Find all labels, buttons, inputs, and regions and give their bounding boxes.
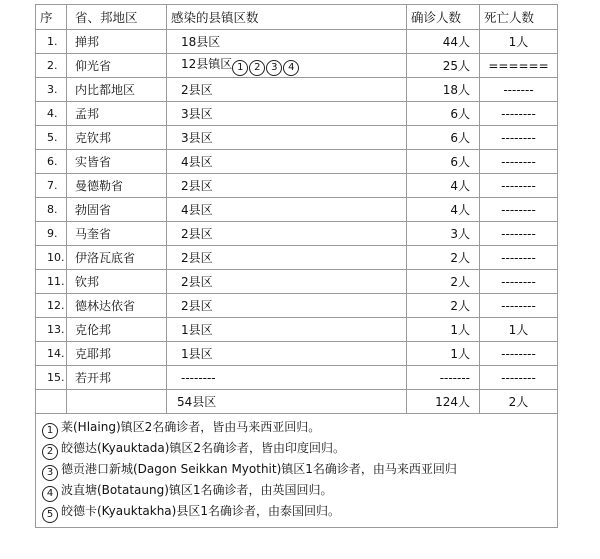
- confirmed-count: 4人: [407, 198, 480, 222]
- total-row: [36, 390, 558, 414]
- district-count: [167, 54, 407, 78]
- footnote-number: 2: [42, 444, 58, 460]
- confirmed-count: 6人: [407, 126, 480, 150]
- total-deaths: 2人: [480, 390, 558, 414]
- footnote: [42, 418, 557, 439]
- death-count: --------: [480, 198, 558, 222]
- table-row: [36, 30, 558, 54]
- row-number: 8.: [36, 198, 67, 222]
- death-count: --------: [480, 126, 558, 150]
- death-count: --------: [480, 270, 558, 294]
- table-row: [36, 366, 558, 390]
- district-count-text: 2县区: [181, 275, 213, 289]
- table-row: [36, 198, 558, 222]
- header-deaths: 死亡人数: [480, 5, 558, 30]
- case-table: [35, 4, 558, 528]
- table-row: [36, 54, 558, 78]
- province-name: 若开邦: [67, 366, 167, 390]
- confirmed-count: 44人: [407, 30, 480, 54]
- death-count: --------: [480, 342, 558, 366]
- death-count: --------: [480, 222, 558, 246]
- province-name: 克伦邦: [67, 318, 167, 342]
- district-count-text: 1县区: [181, 323, 213, 337]
- footnote-markers: [232, 57, 300, 71]
- district-count-text: 4县区: [181, 203, 213, 217]
- district-count: [167, 294, 407, 318]
- death-count: --------: [480, 102, 558, 126]
- row-number: 1.: [36, 30, 67, 54]
- table-row: [36, 294, 558, 318]
- footnote-number: 5: [42, 507, 58, 523]
- confirmed-count: 4人: [407, 174, 480, 198]
- footnote: [42, 481, 557, 502]
- row-number: 3.: [36, 78, 67, 102]
- table-row: [36, 174, 558, 198]
- footnote-text: 皎德达(Kyauktada)镇区2名确诊者，皆由印度回归。: [61, 441, 346, 455]
- province-name: 曼德勒省: [67, 174, 167, 198]
- district-count-text: 18县区: [181, 35, 221, 49]
- confirmed-count: 1人: [407, 342, 480, 366]
- province-name: 钦邦: [67, 270, 167, 294]
- district-count-text: 4县区: [181, 155, 213, 169]
- footnote-text: 波直塘(Botataung)镇区1名确诊者，由英国回归。: [61, 483, 333, 497]
- district-count-text: 2县区: [181, 251, 213, 265]
- row-number: 14.: [36, 342, 67, 366]
- district-count: [167, 318, 407, 342]
- total-districts: 54县区: [167, 390, 407, 414]
- header-seq: 序: [36, 5, 67, 30]
- confirmed-count: -------: [407, 366, 480, 390]
- province-name: 克耶邦: [67, 342, 167, 366]
- row-number: 4.: [36, 102, 67, 126]
- district-count-text: --------: [181, 370, 216, 385]
- province-name: 孟邦: [67, 102, 167, 126]
- death-count: -------: [480, 78, 558, 102]
- footnote-marker: 3: [266, 60, 282, 76]
- confirmed-count: 2人: [407, 246, 480, 270]
- death-count: 1人: [480, 318, 558, 342]
- notes-row: [36, 414, 558, 528]
- table-row: [36, 246, 558, 270]
- province-name: 德林达依省: [67, 294, 167, 318]
- table-row: [36, 318, 558, 342]
- footnote-marker: 2: [249, 60, 265, 76]
- confirmed-count: 6人: [407, 102, 480, 126]
- row-number: 2.: [36, 54, 67, 78]
- header-row: [36, 5, 558, 30]
- footnote-text: 德贡港口新城(Dagon Seikkan Myothit)镇区1名确诊者，由马来西亚回归: [61, 462, 457, 476]
- row-number: 11.: [36, 270, 67, 294]
- confirmed-count: 25人: [407, 54, 480, 78]
- footnote-marker: 4: [283, 60, 299, 76]
- notes-cell: [36, 414, 558, 528]
- footnote-number: 4: [42, 486, 58, 502]
- row-number: 7.: [36, 174, 67, 198]
- district-count: [167, 246, 407, 270]
- district-count: [167, 78, 407, 102]
- death-count: --------: [480, 150, 558, 174]
- row-number: 6.: [36, 150, 67, 174]
- death-count: --------: [480, 294, 558, 318]
- total-label-cell: [67, 390, 167, 414]
- confirmed-count: 2人: [407, 270, 480, 294]
- confirmed-count: 2人: [407, 294, 480, 318]
- confirmed-count: 6人: [407, 150, 480, 174]
- footnote: [42, 439, 557, 460]
- district-count-text: 3县区: [181, 107, 213, 121]
- province-name: 实皆省: [67, 150, 167, 174]
- table-row: [36, 222, 558, 246]
- province-name: 掸邦: [67, 30, 167, 54]
- district-count: [167, 270, 407, 294]
- footnote: [42, 460, 557, 481]
- footnote: [42, 502, 557, 523]
- row-number: 5.: [36, 126, 67, 150]
- confirmed-count: 3人: [407, 222, 480, 246]
- header-districts: 感染的县镇区数: [167, 5, 407, 30]
- district-count: [167, 222, 407, 246]
- district-count-text: 12县镇区: [181, 57, 233, 71]
- province-name: 勃固省: [67, 198, 167, 222]
- district-count-text: 2县区: [181, 83, 213, 97]
- table-row: [36, 102, 558, 126]
- total-confirmed: 124人: [407, 390, 480, 414]
- covid-table-document: [35, 4, 557, 528]
- row-number: 13.: [36, 318, 67, 342]
- district-count-text: 1县区: [181, 347, 213, 361]
- header-province: 省、邦地区: [67, 5, 167, 30]
- row-number: 12.: [36, 294, 67, 318]
- footnote-number: 1: [42, 423, 58, 439]
- district-count: [167, 174, 407, 198]
- table-row: [36, 342, 558, 366]
- district-count-text: 2县区: [181, 299, 213, 313]
- death-count: ======: [480, 54, 558, 78]
- death-count: 1人: [480, 30, 558, 54]
- district-count: [167, 126, 407, 150]
- district-count: [167, 102, 407, 126]
- table-row: [36, 150, 558, 174]
- confirmed-count: 18人: [407, 78, 480, 102]
- death-count: --------: [480, 174, 558, 198]
- footnote-text: 莱(Hlaing)镇区2名确诊者，皆由马来西亚回归。: [61, 420, 321, 434]
- province-name: 伊洛瓦底省: [67, 246, 167, 270]
- row-number: 10.: [36, 246, 67, 270]
- district-count-text: 2县区: [181, 179, 213, 193]
- table-row: [36, 270, 558, 294]
- footnote-number: 3: [42, 465, 58, 481]
- confirmed-count: 1人: [407, 318, 480, 342]
- district-count: [167, 150, 407, 174]
- province-name: 马奎省: [67, 222, 167, 246]
- district-count-text: 3县区: [181, 131, 213, 145]
- header-confirmed: 确诊人数: [407, 5, 480, 30]
- row-number: 15.: [36, 366, 67, 390]
- province-name: 克钦邦: [67, 126, 167, 150]
- table-row: [36, 78, 558, 102]
- district-count: [167, 342, 407, 366]
- table-row: [36, 126, 558, 150]
- province-name: 内比都地区: [67, 78, 167, 102]
- district-count-text: 2县区: [181, 227, 213, 241]
- row-number: 9.: [36, 222, 67, 246]
- footnote-text: 皎德卡(Kyauktakha)县区1名确诊者，由泰国回归。: [61, 504, 340, 518]
- district-count: [167, 30, 407, 54]
- death-count: --------: [480, 246, 558, 270]
- total-seq-cell: [36, 390, 67, 414]
- district-count: [167, 366, 407, 390]
- district-count: [167, 198, 407, 222]
- province-name: 仰光省: [67, 54, 167, 78]
- footnote-marker: 1: [232, 60, 248, 76]
- death-count: --------: [480, 366, 558, 390]
